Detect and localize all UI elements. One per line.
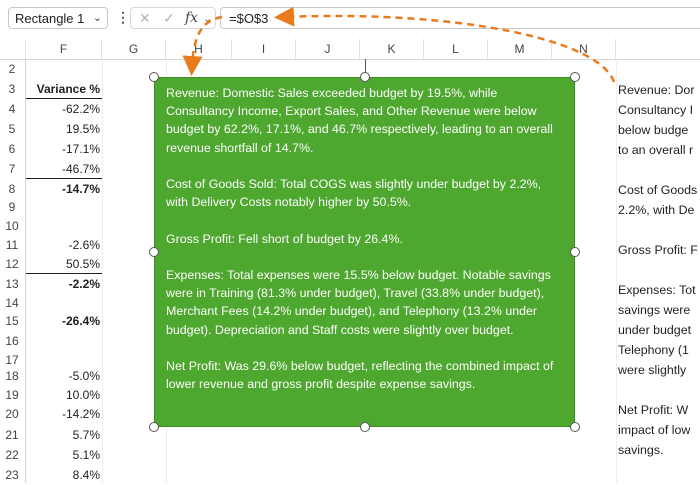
row-header[interactable]: 14 — [5, 296, 19, 310]
more-options-icon[interactable]: ⋮ — [116, 9, 130, 25]
insert-function-icon[interactable]: fx — [185, 10, 199, 26]
cell-f[interactable]: 10.0% — [65, 388, 100, 402]
row-header[interactable]: 17 — [5, 353, 19, 367]
row-header[interactable]: 12 — [5, 257, 19, 271]
row-header[interactable]: 8 — [8, 182, 16, 196]
shape-paragraph: Gross Profit: Fell short of budget by 26.4%. — [166, 231, 403, 246]
row-header[interactable]: 3 — [8, 82, 16, 96]
chevron-down-icon[interactable]: ⌄ — [92, 12, 102, 24]
row-header[interactable]: 16 — [5, 334, 19, 348]
cell-f-total[interactable]: -2.2% — [68, 277, 100, 291]
row-header[interactable]: 22 — [5, 448, 19, 462]
right-line: savings were — [618, 303, 691, 317]
cell-f[interactable]: -62.2% — [61, 102, 100, 116]
column-header[interactable]: I — [232, 39, 296, 59]
right-line: Consultancy I — [618, 103, 694, 117]
cell-f[interactable]: 50.5% — [26, 254, 102, 274]
shape-paragraph: Net Profit: Was 29.6% below budget, reflecting the combined impact of lower revenue and gross profit despite expense savings. — [166, 358, 554, 392]
row-header[interactable]: 21 — [5, 428, 19, 442]
right-line: under budget — [618, 323, 692, 337]
column-header[interactable]: H — [166, 39, 232, 59]
row-header[interactable]: 23 — [5, 468, 19, 482]
arrow-to-shape — [192, 17, 222, 66]
row-header[interactable]: 2 — [8, 62, 16, 76]
cell-f-header[interactable]: Variance % — [26, 79, 102, 99]
right-line: savings. — [618, 443, 664, 457]
cell-f[interactable]: 19.5% — [65, 122, 100, 136]
cell-f[interactable]: -46.7% — [26, 159, 102, 179]
cell-f[interactable]: 8.4% — [72, 468, 100, 482]
cell-f-total[interactable]: -14.7% — [61, 182, 100, 196]
row-header[interactable]: 13 — [5, 277, 19, 291]
cell-f-total[interactable]: -26.4% — [61, 314, 100, 328]
row-header[interactable]: 7 — [8, 162, 16, 176]
column-header[interactable]: L — [424, 39, 488, 59]
right-line: Gross Profit: F — [618, 243, 698, 257]
cell-f[interactable]: -5.0% — [68, 369, 100, 383]
right-line: Expenses: Tot — [618, 283, 696, 297]
right-line: below budge — [618, 123, 689, 137]
column-header[interactable]: F — [26, 39, 102, 59]
row-header[interactable]: 15 — [5, 314, 19, 328]
row-header[interactable]: 5 — [8, 122, 16, 136]
cell-f[interactable]: 5.1% — [72, 448, 100, 462]
column-header[interactable]: G — [102, 39, 166, 59]
right-line: 2.2%, with De — [618, 203, 695, 217]
right-line: to an overall r — [618, 143, 694, 157]
shape-paragraph: Revenue: Domestic Sales exceeded budget by 19.5%, while Consultancy Income, Export Sales, and Other Revenue were below budget by 62.2%, 17.1%, and 46.7% respectively, leading to an overall revenue shortfall of 14.7%. — [166, 86, 553, 155]
cell-f[interactable]: 5.7% — [72, 428, 100, 442]
chevron-down-icon[interactable]: ⌄ — [203, 13, 213, 25]
row-header[interactable]: 11 — [5, 238, 19, 252]
cell-f[interactable]: -14.2% — [61, 407, 100, 421]
shape-paragraph: Cost of Goods Sold: Total COGS was slightly under budget by 2.2%, with Delivery Costs notably higher by 50.5%. — [166, 177, 542, 210]
row-header[interactable]: 20 — [5, 407, 19, 421]
column-header[interactable]: J — [296, 39, 360, 59]
name-box-value: Rectangle 1 — [15, 11, 85, 26]
row-header[interactable]: 10 — [5, 219, 19, 233]
right-line: Telephony (1 — [618, 343, 689, 357]
right-line: Cost of Goods — [618, 183, 698, 197]
cancel-icon[interactable]: ✕ — [139, 10, 151, 26]
column-header[interactable]: N — [552, 39, 616, 59]
shape-paragraph: Expenses: Total expenses were 15.5% below budget. Notable savings were in Training (81.3% under budget), Travel (33.8% under budget), Merchant Fees (14.2% under budget), and Telephony (13.2% under budget). Depreciation and Staff costs were slightly over budget. — [166, 267, 551, 337]
row-header[interactable]: 4 — [8, 102, 16, 116]
right-line: Revenue: Dor — [618, 83, 695, 97]
formula-text: =$O$3 — [229, 11, 269, 26]
right-line: impact of low — [618, 423, 691, 437]
column-header[interactable]: M — [488, 39, 552, 59]
row-header[interactable]: 9 — [8, 200, 16, 214]
cell-f[interactable]: -2.6% — [68, 238, 100, 252]
row-header[interactable]: 19 — [5, 388, 19, 402]
arrow-to-formula — [284, 16, 614, 82]
column-header[interactable]: K — [360, 39, 424, 59]
right-line: were slightly — [618, 363, 687, 377]
cell-f[interactable]: -17.1% — [61, 142, 100, 156]
right-line: Net Profit: W — [618, 403, 689, 417]
row-header[interactable]: 18 — [5, 369, 19, 383]
enter-icon[interactable]: ✓ — [163, 10, 175, 26]
row-header[interactable]: 6 — [8, 142, 16, 156]
